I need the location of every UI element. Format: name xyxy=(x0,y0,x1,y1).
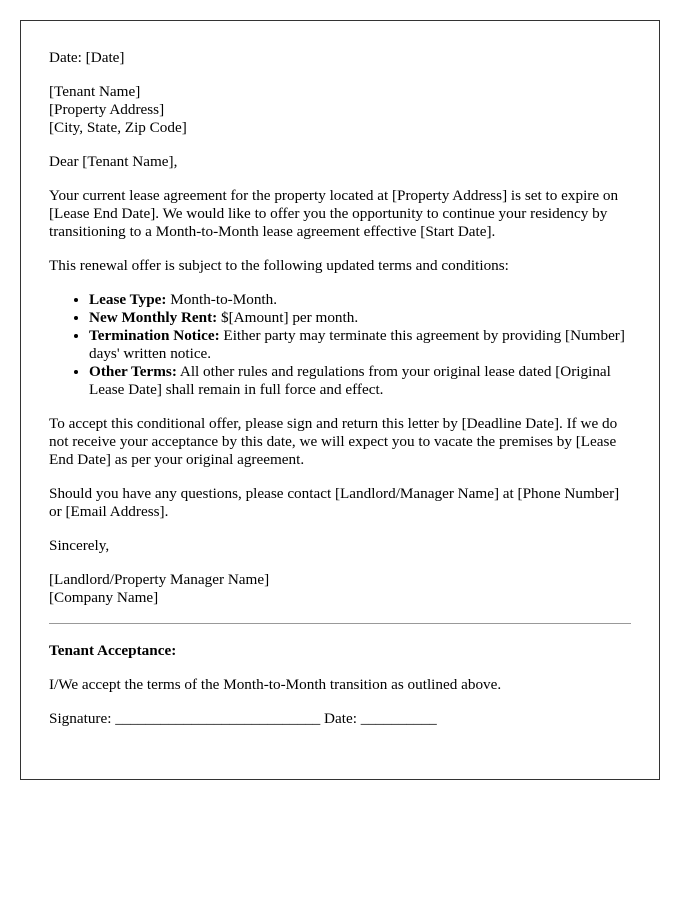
sender-block xyxy=(49,571,631,607)
term-text: $[Amount] per month. xyxy=(217,309,359,326)
term-text: Month-to-Month. xyxy=(166,291,278,308)
tenant-acceptance-heading: Tenant Acceptance: xyxy=(49,642,177,659)
recipient-name: [Tenant Name] xyxy=(49,83,141,100)
terms-list xyxy=(49,291,631,399)
lease-offer-letter xyxy=(20,20,660,780)
recipient-property-address: [Property Address] xyxy=(49,101,165,118)
letter-date: Date: [Date] xyxy=(49,49,125,66)
term-label: Other Terms: xyxy=(89,363,177,380)
term-item-termination-notice xyxy=(89,327,631,363)
recipient-city-state-zip: [City, State, Zip Code] xyxy=(49,119,187,136)
intro-paragraph: Your current lease agreement for the property located at [Property Address] is set to expire on [Lease End Date]. We would like to offer you the opportunity to continue your residency by transitioning to a Month-to-Month lease agreement effective [Start Date]. xyxy=(49,187,619,240)
term-item-monthly-rent xyxy=(89,309,631,327)
salutation: Dear [Tenant Name], xyxy=(49,153,178,170)
term-text: Either party may terminate this agreement by providing [Number] days' written notice. xyxy=(89,327,625,362)
sender-name: [Landlord/Property Manager Name] xyxy=(49,571,270,588)
contact-paragraph: Should you have any questions, please contact [Landlord/Manager Name] at [Phone Number] or [Email Address]. xyxy=(49,485,620,520)
term-text: All other rules and regulations from your original lease dated [Original Lease Date] shall remain in full force and effect. xyxy=(89,363,611,398)
section-divider xyxy=(49,623,631,624)
term-label: Termination Notice: xyxy=(89,327,220,344)
term-item-lease-type xyxy=(89,291,631,309)
term-item-other-terms xyxy=(89,363,631,399)
terms-intro: This renewal offer is subject to the following updated terms and conditions: xyxy=(49,257,509,274)
recipient-address-block xyxy=(49,83,631,137)
tenant-acceptance-statement: I/We accept the terms of the Month-to-Month transition as outlined above. xyxy=(49,676,502,693)
term-label: Lease Type: xyxy=(89,291,167,308)
signature-date-line: Signature: ___________________________ Date: __________ xyxy=(49,710,437,727)
term-label: New Monthly Rent: xyxy=(89,309,218,326)
sender-company: [Company Name] xyxy=(49,589,159,606)
closing: Sincerely, xyxy=(49,537,110,554)
acceptance-deadline-paragraph: To accept this conditional offer, please sign and return this letter by [Deadline Date]. If we do not receive your acceptance by this date, we will expect you to vacate the premises by [Lease End Date] as per your original agreement. xyxy=(49,415,618,468)
